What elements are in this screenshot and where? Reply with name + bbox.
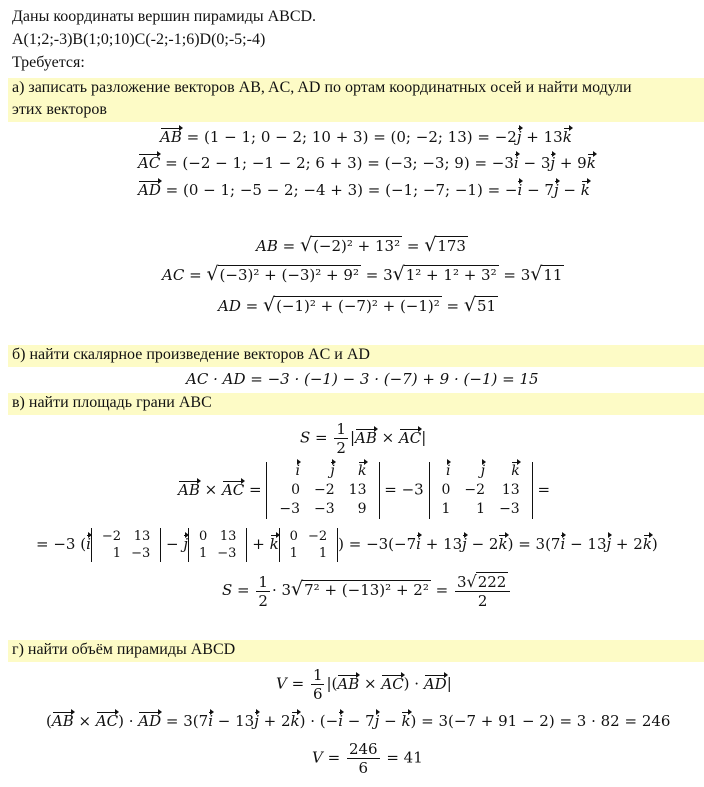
header-line-3: Требуется:	[12, 54, 85, 71]
formula-ad-mid: − 7	[522, 181, 554, 199]
matrix-cell: 1	[112, 546, 122, 561]
formula-ac-tail: + 9	[555, 154, 587, 172]
ab-mod-lhs: AB =	[256, 237, 300, 255]
expand-start: = −3 (	[36, 535, 87, 553]
minor-1	[91, 528, 161, 562]
ab-mod-eq: =	[402, 237, 425, 255]
formula-ab-modulus: AB = √(−2)² + 13² = √173	[256, 234, 466, 256]
ac-mod-radicand-2: 1² + 1² + 3²	[405, 266, 497, 284]
formula-ad-modulus: AD = √(−1)² + (−7)² + (−1)² = √51	[218, 294, 497, 316]
matrix-cell: −2	[101, 529, 122, 544]
formula-ad-tail: −	[558, 181, 581, 199]
formula-expansion: = −3 (i −2 13 1 −3 − j 0 13 1 −3 + k 0 −2 1 1 ) = −3(−7i + 13j − 2k) = 3(7i − 13j + 2k)	[36, 529, 658, 561]
formula-ab-rest: = (1 − 1; 0 − 2; 10 + 3) = (0; −2; 13) = −2	[181, 128, 517, 146]
matrix-cell: j	[480, 463, 486, 479]
task-d-text: г) найти объём пирамиды ABCD	[12, 641, 236, 658]
matrix-cell: 1	[441, 501, 451, 517]
fraction-half: $\frac{1}{2}$	[336, 420, 346, 457]
vec-ab: AB	[355, 428, 377, 447]
matrix-cell: 13	[501, 482, 520, 498]
formula-ad-rest: = (0 − 1; −5 − 2; −4 + 3) = (−1; −7; −1) = −	[160, 181, 518, 199]
formula-cross-product: AB × AC = i j k 0 −2 13 −3 −3 9 = −3 i j k 0 −2 13 1 1 −3 =	[178, 463, 551, 517]
vec-ac: AC	[138, 154, 161, 172]
eq-end: =	[532, 480, 551, 499]
ac-mod-eq-2: = 3	[498, 266, 531, 284]
formula-volume: V = $\frac{1}{6}$ |(AB × AC) · AD|	[276, 666, 452, 703]
matrix-cell: 13	[219, 529, 237, 544]
matrix-cell: 1	[476, 501, 486, 517]
matrix-cell: i	[295, 463, 301, 479]
formula-ac-vector	[138, 154, 596, 172]
s-res-radicand: 7² + (−13)² + 2²	[304, 581, 429, 599]
task-b-text: б) найти скалярное произведение векторов AC и AD	[12, 346, 370, 363]
vec-ac: AC	[398, 428, 422, 447]
matrix-cell: 1	[199, 546, 208, 561]
ac-mod-radicand: (−3)² + (−3)² + 9²	[219, 266, 359, 284]
vec-k: k	[580, 181, 590, 199]
cross-mid: = −3	[379, 480, 424, 499]
formula-ad-vector	[138, 181, 590, 199]
ad-mod-lhs: AD =	[218, 297, 263, 315]
matrix-cell: −2	[464, 482, 486, 498]
formula-triple-product: (AB × AC) · AD = 3(7i − 13j + 2k) · (−i − 7j − k) = 3(−7 + 91 − 2) = 3 · 82 = 246	[46, 712, 671, 730]
expand-end: ) = −3(−7	[338, 535, 417, 553]
ad-mod-result: 51	[477, 297, 497, 315]
s-lhs: S =	[300, 428, 333, 447]
matrix-cell: −3	[314, 501, 335, 517]
matrix-cell: 0	[199, 529, 208, 544]
vec-k: k	[586, 154, 596, 172]
vec-ab: AB	[178, 480, 200, 499]
matrix-cell: k	[511, 463, 520, 479]
matrix-cell: k	[358, 463, 367, 479]
formula-volume-result: V = $\frac{246}{6}$ = 41	[312, 740, 423, 777]
minor-3	[279, 528, 338, 562]
formula-dot-product: AC · AD = −3 · (−1) − 3 · (−7) + 9 · (−1) = 15	[186, 370, 539, 388]
vec-ac: AC	[221, 480, 245, 499]
ab-mod-result: 173	[437, 237, 466, 255]
vec-j: j	[550, 154, 556, 172]
fraction-area-result: $\frac{3√222}{2}$	[455, 572, 510, 610]
matrix-cell: j	[330, 463, 335, 479]
matrix-cell: −3	[217, 546, 237, 561]
matrix-cell: −2	[307, 529, 328, 544]
formula-ac-mid: − 3	[518, 154, 551, 172]
determinant-3x3	[266, 462, 379, 519]
matrix-cell: 0	[291, 482, 301, 498]
matrix-cell: 9	[357, 501, 367, 517]
matrix-cell: 0	[441, 482, 451, 498]
formula-ab-vector	[160, 128, 572, 146]
ac-mod-eq: = 3	[360, 266, 393, 284]
matrix-cell: 0	[289, 529, 298, 544]
matrix-cell: 13	[133, 529, 151, 544]
matrix-cell: −3	[499, 501, 520, 517]
matrix-cell: 13	[348, 482, 367, 498]
header-line-1: Даны координаты вершин пирамиды ABCD.	[12, 8, 317, 25]
ac-mod-lhs: AC =	[162, 266, 207, 284]
task-c-text: в) найти площадь грани ABC	[12, 394, 212, 411]
matrix-cell: 1	[289, 546, 298, 561]
vec-ab: AB	[160, 128, 182, 146]
task-a-line-2: этих векторов	[12, 101, 107, 118]
minor-2	[188, 528, 247, 562]
vec-i: i	[513, 154, 519, 172]
vec-i: i	[517, 181, 523, 199]
vec-j: j	[516, 128, 522, 146]
ad-mod-radicand: (−1)² + (−7)² + (−1)²	[276, 297, 440, 315]
formula-ab-tail: + 13	[521, 128, 563, 146]
header-line-2: A(1;2;-3)B(1;0;10)C(-2;-1;6)D(0;-5;-4)	[12, 31, 266, 48]
ad-mod-eq: =	[441, 297, 464, 315]
vec-ad: AD	[138, 181, 161, 199]
ab-mod-radicand: (−2)² + 13²	[313, 237, 401, 255]
task-a-line-1: а) записать разложение векторов AB, AC, AD по ортам координатных осей и найти модули	[12, 79, 632, 96]
formula-area: S = $\frac{1}{2}$ |AB × AC|	[300, 420, 427, 457]
ac-mod-result: 11	[543, 266, 563, 284]
matrix-cell: −3	[131, 546, 151, 561]
matrix-cell: 1	[318, 546, 328, 561]
matrix-cell: −3	[279, 501, 301, 517]
formula-ac-rest: = (−2 − 1; −1 − 2; 6 + 3) = (−3; −3; 9) = −3	[160, 154, 514, 172]
matrix-cell: −2	[314, 482, 335, 498]
vec-j: j	[553, 181, 559, 199]
vec-k: k	[562, 128, 572, 146]
determinant-3x3-simplified	[429, 462, 533, 519]
formula-area-result: S = $\frac{1}{2}$ · 3√7² + (−13)² + 2² = $\frac{3√222}{2}$	[222, 572, 512, 610]
formula-ac-modulus: AC = √(−3)² + (−3)² + 9² = 3√1² + 1² + 3² = 3√11	[162, 263, 563, 285]
matrix-cell: i	[445, 463, 451, 479]
